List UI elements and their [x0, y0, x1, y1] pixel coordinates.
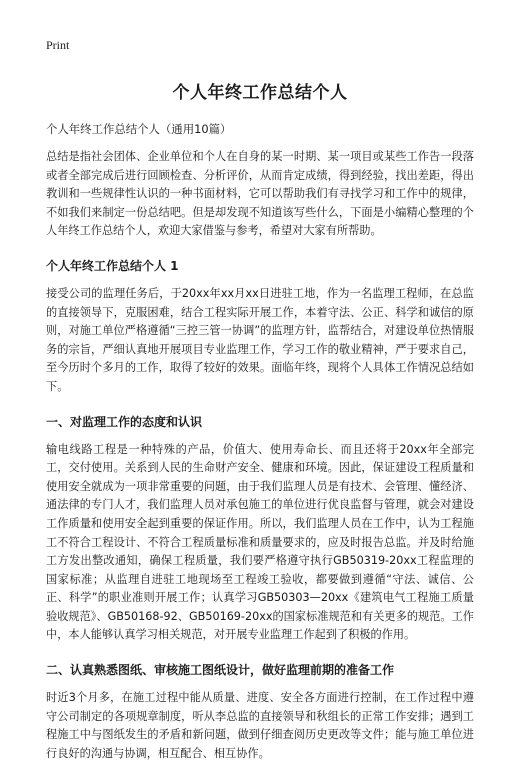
top-spacer: [46, 38, 474, 56]
section-heading-1: 个人年终工作总结个人 1: [46, 258, 179, 273]
page-title: 个人年终工作总结个人: [172, 83, 348, 103]
section-heading-attitude: 一、对监理工作的态度和认识: [46, 414, 203, 429]
attitude-paragraph: 输电线路工程是一种特殊的产品，价值大、使用寿命长、而且还将于20xx年全部完工，交付使用。关系到人民的生命财产安全、健康和环境。因此，保证建设工程质量和使用安全就成为一项非常重要的问题，由于我们监理人员是有技术、会管理、懂经济、通法律的专门人才，我们监理人员对承包施工的单位进行优良监督与管理，就会对建设工作质量和使用安全起到重要的保证作用。所以，我们监理人员在工作中，认为工程施工不符合工程设计、不符合工程质量标准和质量要求的，应及时报告总监。并及时给施工方发出整改通知，确保工程质量，我们要严格遵守执行GB50319-20xx工程监理的国家标准；从监理自进驻工地现场至工程竣工验收，都要做到遵循“守法、诚信、公正、科学”的职业准则开展工作；认真学习GB50303—20xx《建筑电气工程施工质量验收规范》、GB50168-92、GB50169-20xx的国家标准规范和有关更多的规范。工作中，本人能够认真学习相关规范，对开展专业监理工作起到了积极的作用。: [46, 442, 474, 642]
section-1-paragraph: 接受公司的监理任务后，于20xx年xx月xx日进驻工地，作为一名监理工程师，在总监的直接领导下，克服困难，结合工程实际开展工作，本着守法、公正、科学和诚信的原则，对施工单位严格遵循“三控三管一协调”的监理方针，监帮结合，对建设单位热情服务的宗旨，严细认真地开展项目专业监理工作，学习工作的敬业精神，严于要求自己，至今历时个多月的工作，取得了较好的效果。面临年终，现将个人具体工作情况总结如下。: [46, 286, 474, 393]
drawings-paragraph: 时近3个月多，在施工过程中能从质量、进度、安全各方面进行控制，在工作过程中遵守公司制定的各项规章制度，听从李总监的直接领导和秋组长的正常工作安排；遇到工程施工中与图纸发生的矛盾和新问题，做到仔细查阅历史更改等文件；能与施工单位进行良好的沟通与协调，相互配合、相互协作。: [46, 691, 474, 760]
section-heading-drawings: 二、认真熟悉图纸、审核施工图纸设计，做好监理前期的准备工作: [46, 663, 395, 678]
document-subtitle: 个人年终工作总结个人（通用10篇）: [46, 122, 232, 136]
intro-paragraph: 总结是指社会团体、企业单位和个人在自身的某一时期、某一项目或某些工作告一段落或者全部完成后进行回顾检查、分析评价，从而肯定成绩，得到经验，找出差距，得出教训和一些规律性认识的一种书面材料，它可以帮助我们有寻找学习和工作中的规律，不如我们来制定一份总结吧。但是却发现不知道该写些什么，下面是小编精心整理的个人年终工作总结个人，欢迎大家借鉴与参考，希望对大家有所帮助。: [46, 150, 474, 238]
print-link[interactable]: Print: [46, 38, 70, 52]
